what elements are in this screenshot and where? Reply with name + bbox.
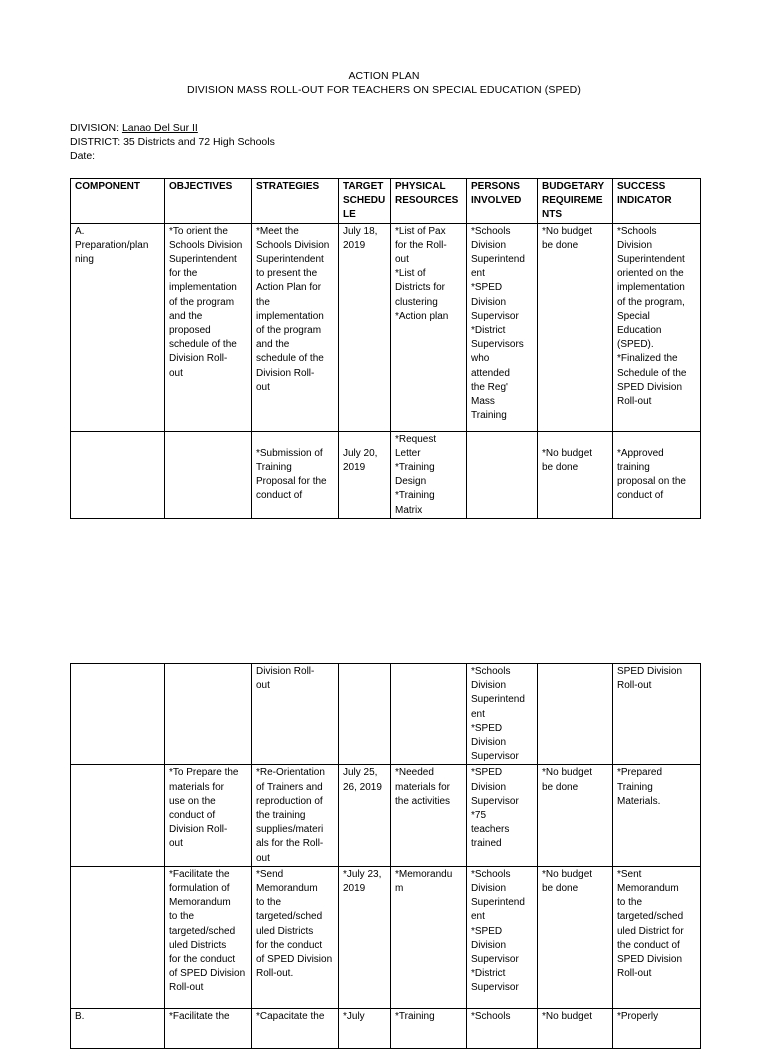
cell-text-line: *Memorandu: [395, 868, 453, 880]
cell-persons-involved: [467, 765, 538, 866]
cell-text-line: of Trainers and: [256, 781, 323, 793]
cell-text-line: ning: [75, 254, 94, 266]
cell-text-line: [343, 433, 386, 447]
cell-text-line: PHYSICAL: [395, 181, 446, 192]
cell-text-line: Division: [471, 737, 507, 749]
document-subtitle: DIVISION MASS ROLL-OUT FOR TEACHERS ON SPECIAL EDUCATION (SPED): [187, 84, 581, 96]
cell-text-line: [617, 433, 696, 447]
cell-target-schedule: [339, 664, 391, 765]
cell-text-line: Materials.: [617, 795, 661, 807]
cell-text-line: of SPED Division: [169, 968, 246, 980]
cell-text-line: for the conduct: [169, 954, 236, 966]
cell-text-line: Division: [471, 680, 507, 692]
cell-text-line: (SPED).: [617, 339, 654, 351]
cell-text-line: *No budget: [542, 1010, 593, 1022]
column-header-physical-resources: [391, 179, 467, 224]
cell-text-line: STRATEGIES: [256, 181, 320, 192]
cell-text-line: *No budget: [542, 447, 593, 459]
cell-text-line: Districts for: [395, 282, 445, 294]
cell-text-line: ent: [471, 708, 485, 720]
cell-text-line: Schools Division: [169, 239, 243, 251]
cell-text-line: *To Prepare the: [169, 767, 239, 779]
column-header-persons-involved: [467, 179, 538, 224]
cell-text-line: be done: [542, 462, 579, 474]
cell-text-line: reproduction of: [256, 795, 323, 807]
cell-success-indicator: [613, 431, 701, 518]
cell-text-line: BUDGETARY: [542, 181, 605, 192]
cell-strategies: [252, 765, 339, 866]
cell-text-line: *No budget: [542, 225, 593, 237]
cell-text-line: [542, 433, 608, 447]
cell-text-line: *Schools: [471, 868, 511, 880]
cell-text-line: conduct of: [617, 490, 664, 502]
cell-text-line: be done: [542, 781, 579, 793]
cell-text-line: Roll-out.: [256, 968, 294, 980]
cell-text-line: Proposal for the: [256, 476, 327, 488]
cell-text-line: 2019: [343, 883, 366, 895]
cell-text-line: *Schools: [617, 225, 657, 237]
cell-text-line: Roll-out: [169, 982, 204, 994]
cell-text-line: SPED Division: [617, 666, 683, 677]
table-row: [71, 1008, 701, 1048]
cell-text-line: uled Districts: [169, 939, 227, 951]
cell-text-line: the activities: [395, 795, 451, 807]
cell-text-line: PERSONS: [471, 181, 520, 192]
cell-text-line: to the: [617, 897, 643, 909]
cell-text-line: uled Districts: [256, 925, 314, 937]
cell-component: [71, 866, 165, 1008]
cell-text-line: of the program: [169, 296, 235, 308]
cell-physical-resources: [391, 1008, 467, 1048]
cell-text-line: Letter: [395, 447, 421, 459]
cell-text-line: *Training: [395, 1010, 435, 1022]
column-header-target-schedule: [339, 179, 391, 224]
cell-persons-involved: [467, 664, 538, 765]
cell-physical-resources: [391, 664, 467, 765]
cell-text-line: B.: [75, 1010, 85, 1022]
cell-text-line: Supervisor: [471, 751, 519, 763]
cell-text-line: implementation: [256, 310, 324, 322]
cell-text-line: to present the: [256, 268, 318, 280]
cell-text-line: *No budget: [542, 767, 593, 779]
cell-physical-resources: [391, 866, 467, 1008]
cell-text-line: implementation: [169, 282, 237, 294]
cell-text-line: July 20,: [343, 447, 378, 459]
document-title: ACTION PLAN: [348, 70, 420, 82]
cell-target-schedule: [339, 1008, 391, 1048]
cell-text-line: OBJECTIVES: [169, 181, 233, 192]
cell-text-line: 26, 2019: [343, 781, 382, 793]
cell-budgetary-requirements: [538, 431, 613, 518]
cell-text-line: *District: [471, 325, 506, 337]
cell-text-line: *List of Pax: [395, 225, 446, 237]
cell-budgetary-requirements: [538, 664, 613, 765]
cell-text-line: schedule of the: [169, 339, 237, 351]
cell-text-line: be done: [542, 883, 579, 895]
column-header-objectives: [165, 179, 252, 224]
cell-text-line: out: [256, 852, 270, 864]
cell-text-line: Supervisor: [471, 954, 519, 966]
action-plan-table-page-2: [70, 663, 701, 1049]
cell-target-schedule: [339, 866, 391, 1008]
cell-text-line: implementation: [617, 282, 685, 294]
cell-text-line: Roll-out: [617, 680, 652, 692]
cell-text-line: formulation of: [169, 883, 230, 895]
cell-text-line: Division: [617, 239, 653, 251]
cell-text-line: Schools Division: [256, 239, 330, 251]
cell-text-line: supplies/materi: [256, 824, 324, 836]
cell-text-line: clustering: [395, 296, 438, 308]
cell-target-schedule: [339, 765, 391, 866]
cell-persons-involved: [467, 223, 538, 431]
cell-objectives: [165, 1008, 252, 1048]
cell-component: [71, 223, 165, 431]
cell-text-line: Superintendent: [256, 254, 324, 266]
cell-text-line: ent: [471, 911, 485, 923]
cell-physical-resources: [391, 431, 467, 518]
cell-text-line: Division: [471, 781, 507, 793]
cell-budgetary-requirements: [538, 223, 613, 431]
cell-budgetary-requirements: [538, 866, 613, 1008]
cell-text-line: Superintendent: [169, 254, 237, 266]
cell-text-line: Matrix: [395, 504, 423, 516]
cell-component: [71, 1008, 165, 1048]
table-row: [71, 765, 701, 866]
table-row: [71, 431, 701, 518]
cell-text-line: Roll-out: [617, 396, 652, 408]
district-line: DISTRICT: 35 Districts and 72 High Schools: [70, 136, 275, 148]
cell-objectives: [165, 765, 252, 866]
cell-text-line: of SPED Division: [256, 954, 333, 966]
cell-text-line: Action Plan for: [256, 282, 322, 294]
cell-text-line: uled District for: [617, 925, 684, 937]
cell-target-schedule: [339, 431, 391, 518]
cell-text-line: out: [256, 381, 270, 393]
cell-text-line: and the: [169, 310, 203, 322]
cell-text-line: attended: [471, 367, 510, 379]
cell-text-line: *Needed: [395, 767, 434, 779]
cell-text-line: Memorandum: [617, 883, 679, 895]
cell-text-line: *Re-Orientation: [256, 767, 325, 779]
cell-text-line: of the program: [256, 325, 322, 337]
cell-text-line: proposed: [169, 325, 211, 337]
cell-text-line: Design: [395, 476, 427, 488]
cell-text-line: July 25,: [343, 767, 378, 779]
cell-text-line: *No budget: [542, 868, 593, 880]
cell-text-line: conduct of: [169, 810, 216, 822]
cell-text-line: *Submission of: [256, 447, 323, 459]
cell-text-line: Supervisor: [471, 310, 519, 322]
cell-text-line: LE: [343, 209, 356, 221]
division-label: DIVISION:: [70, 122, 122, 134]
cell-text-line: Supervisors: [471, 339, 524, 351]
cell-text-line: and the: [256, 339, 290, 351]
cell-text-line: Schedule of the: [617, 367, 687, 379]
cell-text-line: targeted/sched: [256, 911, 323, 923]
cell-text-line: who: [471, 353, 490, 365]
division-line: [70, 121, 198, 135]
cell-text-line: for the: [169, 268, 198, 280]
cell-text-line: SPED Division: [617, 954, 683, 966]
cell-text-line: Superintend: [471, 254, 525, 266]
cell-text-line: Superintendent: [617, 254, 685, 266]
cell-text-line: Division: [471, 296, 507, 308]
cell-text-line: SPED Division: [617, 381, 683, 393]
cell-text-line: schedule of the: [256, 353, 324, 365]
cell-text-line: to the: [256, 897, 282, 909]
cell-text-line: out: [395, 254, 409, 266]
division-value: Lanao Del Sur II: [121, 122, 198, 134]
cell-text-line: conduct of: [256, 490, 303, 502]
cell-text-line: out: [256, 680, 270, 692]
cell-text-line: Memorandum: [256, 883, 318, 895]
cell-text-line: *Meet the: [256, 225, 299, 237]
cell-persons-involved: [467, 866, 538, 1008]
cell-text-line: *Training: [395, 490, 435, 502]
cell-text-line: *Facilitate the: [169, 1010, 230, 1022]
cell-text-line: *Facilitate the: [169, 868, 230, 880]
cell-budgetary-requirements: [538, 1008, 613, 1048]
cell-text-line: INVOLVED: [471, 195, 522, 207]
cell-text-line: *To orient the: [169, 225, 228, 237]
table-row: [71, 664, 701, 765]
column-header-strategies: [252, 179, 339, 224]
cell-text-line: *SPED: [471, 282, 503, 294]
cell-text-line: Mass: [471, 396, 495, 408]
cell-text-line: 2019: [343, 239, 366, 251]
action-plan-table-page-1: [70, 178, 701, 519]
cell-text-line: *Action plan: [395, 310, 449, 322]
cell-text-line: the training: [256, 810, 306, 822]
cell-text-line: teachers: [471, 824, 510, 836]
column-header-success-indicator: [613, 179, 701, 224]
cell-success-indicator: [613, 765, 701, 866]
cell-objectives: [165, 664, 252, 765]
cell-text-line: als for the Roll-: [256, 838, 324, 850]
cell-text-line: Memorandum: [169, 897, 231, 909]
column-header-budgetary-requirements: [538, 179, 613, 224]
cell-objectives: [165, 223, 252, 431]
cell-strategies: [252, 664, 339, 765]
cell-text-line: *Properly: [617, 1010, 659, 1022]
cell-text-line: Training: [471, 410, 507, 422]
cell-text-line: materials for: [169, 781, 225, 793]
cell-text-line: training: [617, 462, 650, 474]
cell-text-line: *Finalized the: [617, 353, 678, 365]
cell-text-line: Division Roll-: [169, 824, 228, 836]
cell-text-line: proposal on the: [617, 476, 686, 488]
cell-text-line: Training: [256, 462, 292, 474]
table-row: [71, 866, 701, 1008]
cell-success-indicator: [613, 1008, 701, 1048]
cell-text-line: be done: [542, 239, 579, 251]
cell-physical-resources: [391, 223, 467, 431]
cell-text-line: Supervisor: [471, 982, 519, 994]
cell-text-line: oriented on the: [617, 268, 684, 280]
cell-text-line: the Reg': [471, 381, 508, 393]
cell-text-line: *July: [343, 1010, 365, 1022]
cell-text-line: out: [169, 367, 183, 379]
cell-text-line: *Capacitate the: [256, 1010, 325, 1022]
cell-text-line: SUCCESS: [617, 181, 666, 192]
cell-text-line: targeted/sched: [169, 925, 236, 937]
cell-text-line: TARGET: [343, 181, 384, 192]
cell-text-line: *Send: [256, 868, 284, 880]
cell-text-line: out: [169, 838, 183, 850]
cell-strategies: [252, 431, 339, 518]
cell-text-line: *Approved: [617, 447, 664, 459]
cell-budgetary-requirements: [538, 765, 613, 866]
cell-strategies: [252, 1008, 339, 1048]
cell-text-line: *Schools: [471, 225, 511, 237]
cell-text-line: *Prepared: [617, 767, 663, 779]
cell-text-line: 2019: [343, 462, 366, 474]
date-line: Date:: [70, 150, 96, 162]
cell-text-line: Training: [617, 781, 653, 793]
cell-text-line: INDICATOR: [617, 195, 672, 207]
cell-text-line: Special: [617, 310, 650, 322]
cell-text-line: *Training: [395, 462, 435, 474]
cell-component: [71, 765, 165, 866]
cell-text-line: Division Roll-: [169, 353, 228, 365]
cell-text-line: trained: [471, 838, 502, 850]
cell-text-line: the conduct of: [617, 939, 680, 951]
cell-persons-involved: [467, 431, 538, 518]
cell-text-line: *Sent: [617, 868, 642, 880]
cell-text-line: *SPED: [471, 722, 503, 734]
cell-text-line: *July 23,: [343, 868, 382, 880]
cell-text-line: [256, 433, 334, 447]
cell-text-line: A.: [75, 225, 85, 237]
cell-text-line: ent: [471, 268, 485, 280]
cell-text-line: Division: [471, 939, 507, 951]
cell-text-line: Superintend: [471, 897, 525, 909]
cell-text-line: for the conduct: [256, 939, 323, 951]
cell-text-line: for the Roll-: [395, 239, 447, 251]
cell-text-line: *SPED: [471, 925, 503, 937]
cell-objectives: [165, 431, 252, 518]
cell-text-line: July 18,: [343, 225, 378, 237]
cell-text-line: Supervisor: [471, 795, 519, 807]
cell-text-line: use on the: [169, 795, 216, 807]
cell-text-line: NTS: [542, 209, 562, 221]
cell-strategies: [252, 223, 339, 431]
cell-text-line: materials for: [395, 781, 451, 793]
cell-text-line: *Schools: [471, 1010, 511, 1022]
cell-text-line: of the program,: [617, 296, 685, 308]
cell-component: [71, 664, 165, 765]
cell-text-line: RESOURCES: [395, 195, 459, 207]
cell-text-line: *SPED: [471, 767, 503, 779]
cell-physical-resources: [391, 765, 467, 866]
cell-text-line: SCHEDU: [343, 195, 386, 207]
cell-text-line: *District: [471, 968, 506, 980]
cell-text-line: Superintend: [471, 694, 525, 706]
cell-text-line: Roll-out: [617, 968, 652, 980]
cell-strategies: [252, 866, 339, 1008]
cell-text-line: Education: [617, 325, 662, 337]
cell-text-line: Division Roll-: [256, 367, 315, 379]
cell-persons-involved: [467, 1008, 538, 1048]
cell-text-line: the: [256, 296, 270, 308]
cell-text-line: Preparation/plan: [75, 239, 149, 251]
table-header-row: [71, 179, 701, 224]
cell-text-line: *Request: [395, 433, 437, 445]
cell-text-line: Division: [471, 883, 507, 895]
cell-text-line: *75: [471, 810, 487, 822]
cell-objectives: [165, 866, 252, 1008]
table-row: [71, 223, 701, 431]
cell-text-line: targeted/sched: [617, 911, 684, 923]
cell-success-indicator: [613, 866, 701, 1008]
cell-success-indicator: [613, 223, 701, 431]
cell-text-line: to the: [169, 911, 195, 923]
cell-text-line: Division: [471, 239, 507, 251]
cell-target-schedule: [339, 223, 391, 431]
cell-component: [71, 431, 165, 518]
cell-text-line: m: [395, 883, 404, 895]
cell-text-line: COMPONENT: [75, 181, 140, 192]
cell-success-indicator: [613, 664, 701, 765]
cell-text-line: *List of: [395, 268, 426, 280]
cell-text-line: Division Roll-: [256, 666, 315, 677]
cell-text-line: REQUIREME: [542, 195, 603, 207]
cell-text-line: *Schools: [471, 666, 511, 677]
column-header-component: [71, 179, 165, 224]
